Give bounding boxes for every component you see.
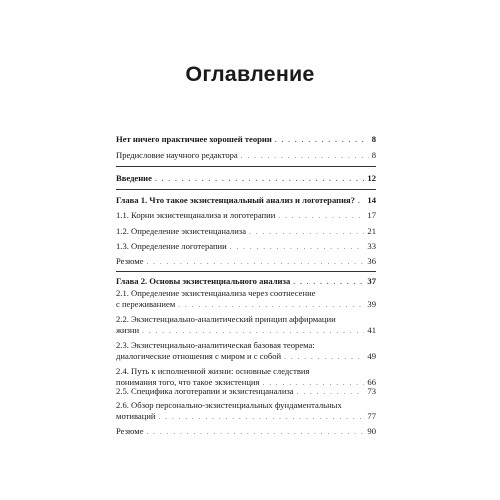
toc-entry [116,314,376,336]
toc-entry-page: 36 [367,256,376,266]
toc-entry-page: 41 [367,325,376,335]
dot-leader [230,242,365,253]
dot-leader [178,300,364,311]
toc-entry-title-first-line: 2.6. Обзор персонально-экзистенциальных фундаментальных [116,400,342,410]
dot-leader [297,387,365,398]
toc-entry-page: 39 [367,299,376,309]
toc-entry-page: 33 [367,241,376,251]
toc-entry-page: 37 [367,276,376,286]
dot-leader [241,151,369,162]
toc-entry-title: Нет ничего практичнее хорошей теории [116,134,272,144]
toc-entry-title: Резюме [116,256,144,266]
toc-entry-page: 77 [367,411,376,421]
section-divider [116,271,376,272]
toc-entry-title: мотиваций [116,411,156,421]
toc-entry-title-first-line: 2.4. Путь к исполненной жизни: основные следствия [116,366,310,376]
toc-entry-page: 21 [367,226,376,236]
toc-entry [116,276,376,287]
toc-entry-title-first-line: 2.3. Экзистенциально-аналитическая базовая теорема: [116,340,315,350]
toc-entry [116,226,376,237]
toc-entry [116,195,376,206]
toc-entry-page: 8 [371,134,376,144]
toc-entry [116,173,376,184]
toc-entry [116,241,376,252]
toc-entry [116,210,376,221]
toc-entry [116,288,376,310]
toc-entry-page: 12 [367,173,376,183]
section-divider [116,189,376,190]
dot-leader [278,211,364,222]
toc-entry-title: Глава 1. Что такое экзистенциальный анализ и логотерапия? [116,195,355,205]
toc-entry [116,386,376,397]
dot-leader [275,135,369,146]
toc-entry-title: 1.3. Определение логотерапии [116,241,227,251]
toc-entry-page: 49 [367,351,376,361]
dot-leader [142,326,364,337]
toc-entry-page: 73 [367,386,376,396]
dot-leader [159,412,365,423]
toc-entry [116,400,376,422]
toc-entry [116,134,376,145]
dot-leader [293,277,364,288]
toc-entry-title-first-line: 2.2. Экзистенциально-аналитический принцип аффирмации [116,314,336,324]
toc-entry-title-first-line: 2.1. Определение экзистенцанализа через соотнесение [116,288,316,298]
toc-entry-title: 2.5. Специфика логотерапии и экзистенцанализа [116,386,294,396]
toc-entry [116,366,376,388]
toc-heading: Оглавление [185,62,315,86]
section-divider [116,166,376,167]
toc-entry-title: Глава 2. Основы экзистенциального анализа [116,276,291,286]
dot-leader [147,427,365,438]
toc-entry [116,340,376,362]
toc-entry-title: с переживанием [116,299,176,309]
toc-entry [116,256,376,267]
toc-entry-title: диалогические отношения с миром и с собой [116,351,282,361]
toc-entry-title: 1.2. Определение экзистенцанализа [116,226,247,236]
toc-entry-title: жизни [116,325,140,335]
toc-entry-title: понимания того, что такое экзистенция [116,377,260,387]
dot-leader [284,352,364,363]
toc-entry [116,150,376,161]
toc-entry-page: 17 [367,210,376,220]
toc-entry-page: 14 [367,195,376,205]
toc-entry-page: 8 [371,150,376,160]
toc-entry-title: Введение [116,173,152,183]
toc-entry-page: 90 [367,426,376,436]
toc-entry-title: Резюме [116,426,144,436]
dot-leader [147,257,365,268]
dot-leader [249,227,364,238]
toc-entry-title: Предисловие научного редактора [116,150,238,160]
dot-leader [155,174,364,185]
dot-leader [358,196,364,207]
toc-entry-title: 1.1. Корни экзистенцанализа и логотерапии [116,210,276,220]
toc-entry-page: 66 [367,377,376,387]
toc-entry [116,426,376,437]
